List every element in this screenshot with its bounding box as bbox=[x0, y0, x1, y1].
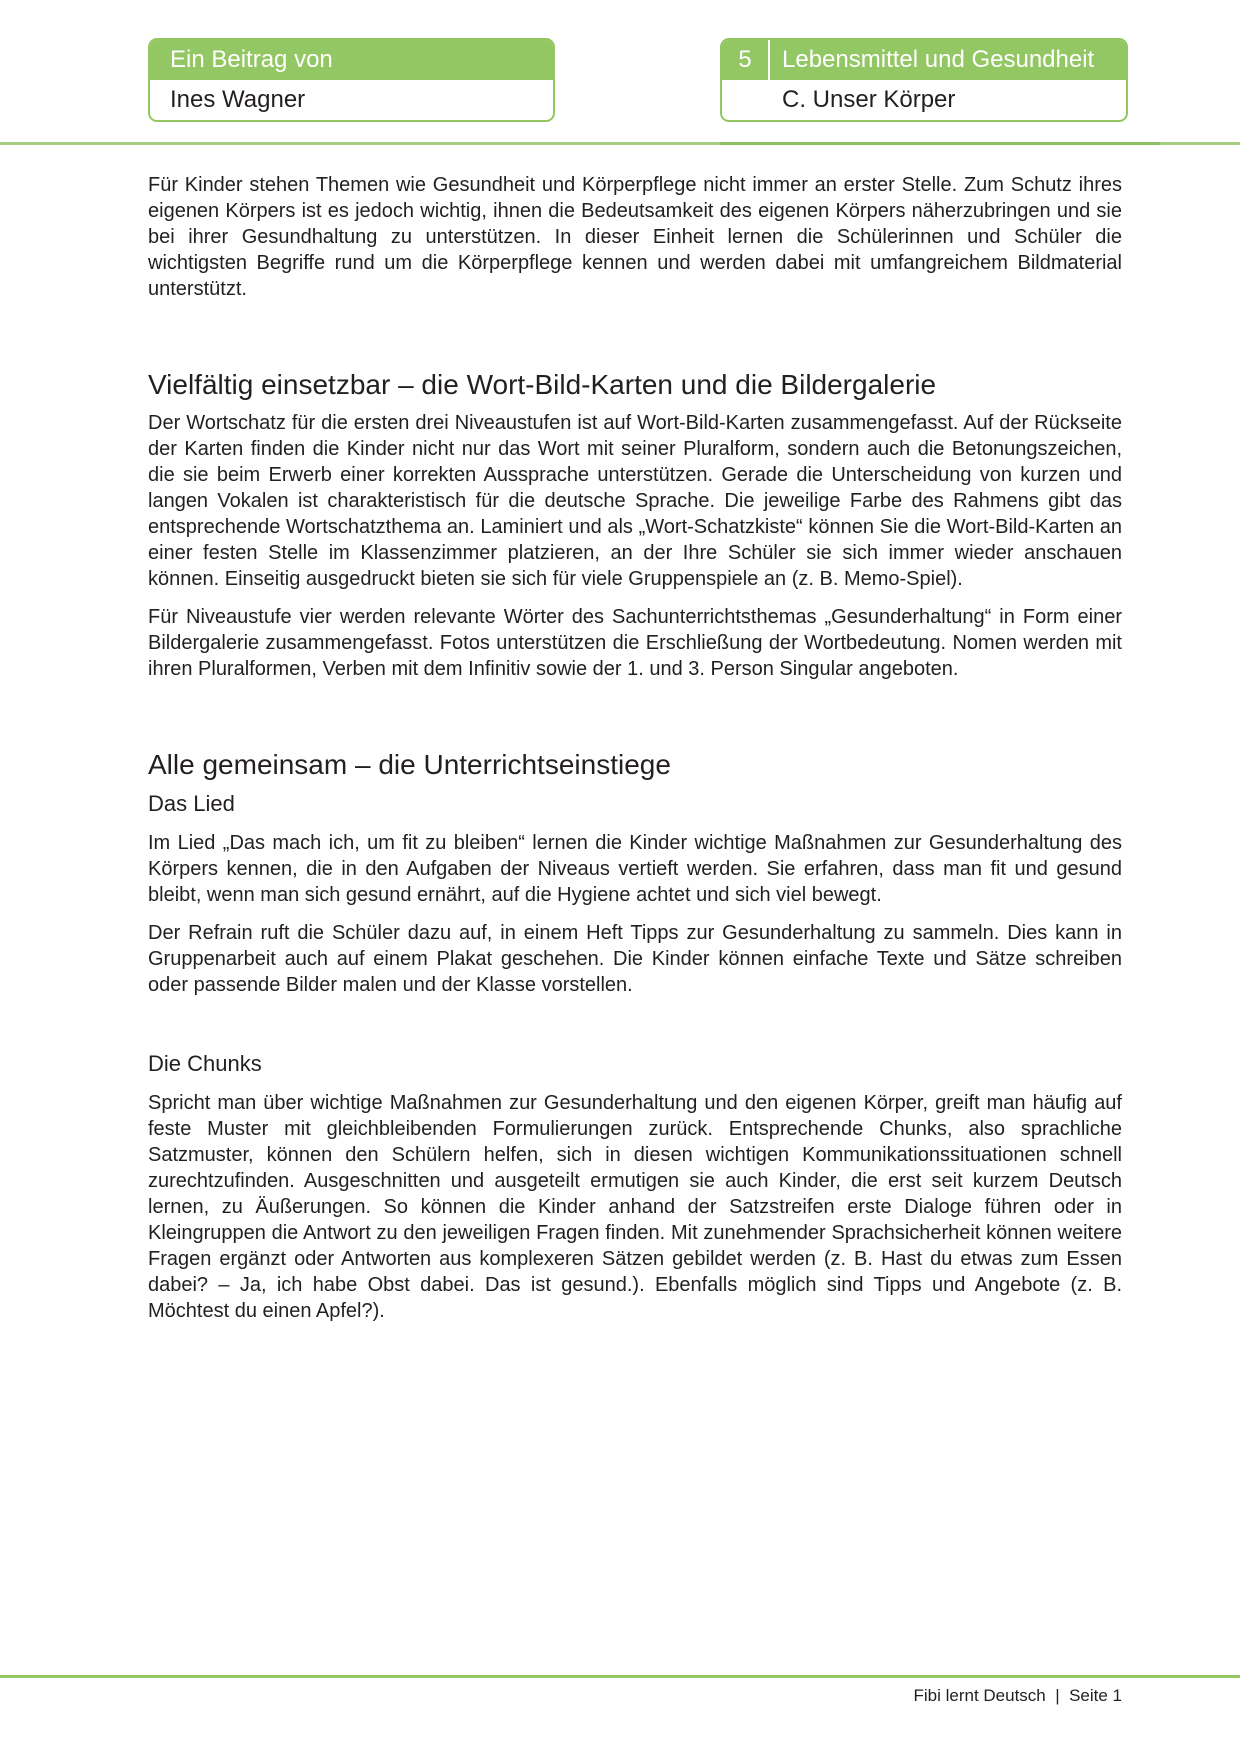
topic-box bbox=[720, 38, 1128, 122]
page-footer: Fibi lernt Deutsch | Seite 1 bbox=[913, 1686, 1122, 1705]
section-paragraph: Im Lied „Das mach ich, um fit zu bleiben“ lernen die Kinder wichtige Maßnahmen zur Gesunderhaltung des Körpers kennen, die in den Aufgaben der Niveaus vertieft werden. Sie erfahren, dass man fit und gesund bleibt, wenn man sich gesund ernährt, auf die Hygiene achtet und sich viel bewegt. bbox=[148, 832, 1122, 906]
author-name: Ines Wagner bbox=[170, 86, 306, 113]
topic-box-value-row bbox=[722, 80, 1126, 120]
subsection-heading: Die Chunks bbox=[148, 1051, 262, 1076]
footer-divider bbox=[0, 1675, 1240, 1678]
author-box bbox=[148, 38, 555, 122]
section-heading: Alle gemeinsam – die Unterrichtseinstiege bbox=[148, 749, 671, 780]
topic-box-label-band bbox=[722, 40, 1126, 80]
section-paragraph: Spricht man über wichtige Maßnahmen zur Gesunderhaltung und den eigenen Körper, greift man häufig auf feste Muster mit gleichbleibenden Formulierungen zurück. Entsprechende Chunks, also sprachliche Satzmuster, können den Schülern helfen, sich in diesen wichtigen Kommunikationssituationen schnell zurechtzufinden. Ausgeschnitten und ausgeteilt ermutigen sie auch Kinder, die erst seit kurzem Deutsch lernen, zu Äußerungen. So können die Kinder anhand der Satzstreifen erste Dialoge führen oder in Kleingruppen die Antwort zu den jeweiligen Fragen finden. Mit zunehmender Sprachsicherheit können weitere Fragen ergänzt oder Antworten aus komplexeren Sätzen gebildet werden (z. B. Hast du etwas zum Essen dabei? – Ja, ich habe Obst dabei. Das ist gesund.). Ebenfalls möglich sind Tipps und Angebote (z. B. Möchtest du einen Apfel?). bbox=[148, 1092, 1122, 1322]
header-divider-accent bbox=[720, 142, 1160, 145]
intro-paragraph: Für Kinder stehen Themen wie Gesundheit und Körperpflege nicht immer an erster Stelle. Zum Schutz ihres eigenen Körpers ist es jedoch wichtig, ihnen die Bedeutsamkeit des eigenen Körpers näherzubringen und sie bei ihrer Gesundhaltung zu unterstützen. In dieser Einheit lernen die Schülerinnen und Schüler die wichtigsten Begriffe rund um die Körperpflege kennen und werden dabei mit umfangreichem Bildmaterial unterstützt. bbox=[148, 174, 1122, 300]
subtopic-title: C. Unser Körper bbox=[782, 86, 956, 113]
topic-title: Lebensmittel und Gesundheit bbox=[782, 46, 1095, 73]
section-paragraph: Der Wortschatz für die ersten drei Niveaustufen ist auf Wort-Bild-Karten zusammengefasst. Auf der Rückseite der Karten finden die Kinder nicht nur das Wort mit seiner Pluralform, sondern auch die Betonungszeichen, die sie beim Erwerb einer korrekten Aussprache unterstützen. Gerade die Unterscheidung von kurzen und langen Vokalen ist charakteristisch für die deutsche Sprache. Die jeweilige Farbe des Rahmens gibt das entsprechende Wortschatzthema an. Laminiert und als „Wort-Schatzkiste“ können Sie die Wort-Bild-Karten an einer festen Stelle im Klassenzimmer platzieren, an der Ihre Schüler sie sich immer wieder anschauen können. Einseitig ausgedruckt bieten sie sich für viele Gruppenspiele an (z. B. Memo-Spiel). bbox=[148, 412, 1122, 590]
section-paragraph: Der Refrain ruft die Schüler dazu auf, in einem Heft Tipps zur Gesunderhaltung zu sammeln. Dies kann in Gruppenarbeit auch auf einem Plakat geschehen. Die Kinder können einfache Texte und Sätze schreiben oder passende Bilder malen und der Klasse vorstellen. bbox=[148, 922, 1122, 996]
spacer bbox=[148, 694, 1122, 748]
topic-number: 5 bbox=[722, 40, 770, 80]
spacer bbox=[148, 314, 1122, 368]
section-paragraph: Für Niveaustufe vier werden relevante Wörter des Sachunterrichtsthemas „Gesunderhaltung“ in Form einer Bildergalerie zusammengefasst. Fotos unterstützen die Erschließung der Wortbedeutung. Nomen werden mit ihren Pluralformen, Verben mit dem Infinitiv sowie der 1. und 3. Person Singular angeboten. bbox=[148, 606, 1122, 680]
document-body bbox=[148, 172, 1122, 1336]
spacer bbox=[148, 1010, 1122, 1050]
author-box-label-band bbox=[150, 40, 553, 80]
author-box-value-row bbox=[150, 80, 553, 120]
subsection-heading: Das Lied bbox=[148, 791, 235, 816]
author-label: Ein Beitrag von bbox=[170, 46, 333, 73]
section-heading: Vielfältig einsetzbar – die Wort-Bild-Karten und die Bildergalerie bbox=[148, 369, 937, 400]
